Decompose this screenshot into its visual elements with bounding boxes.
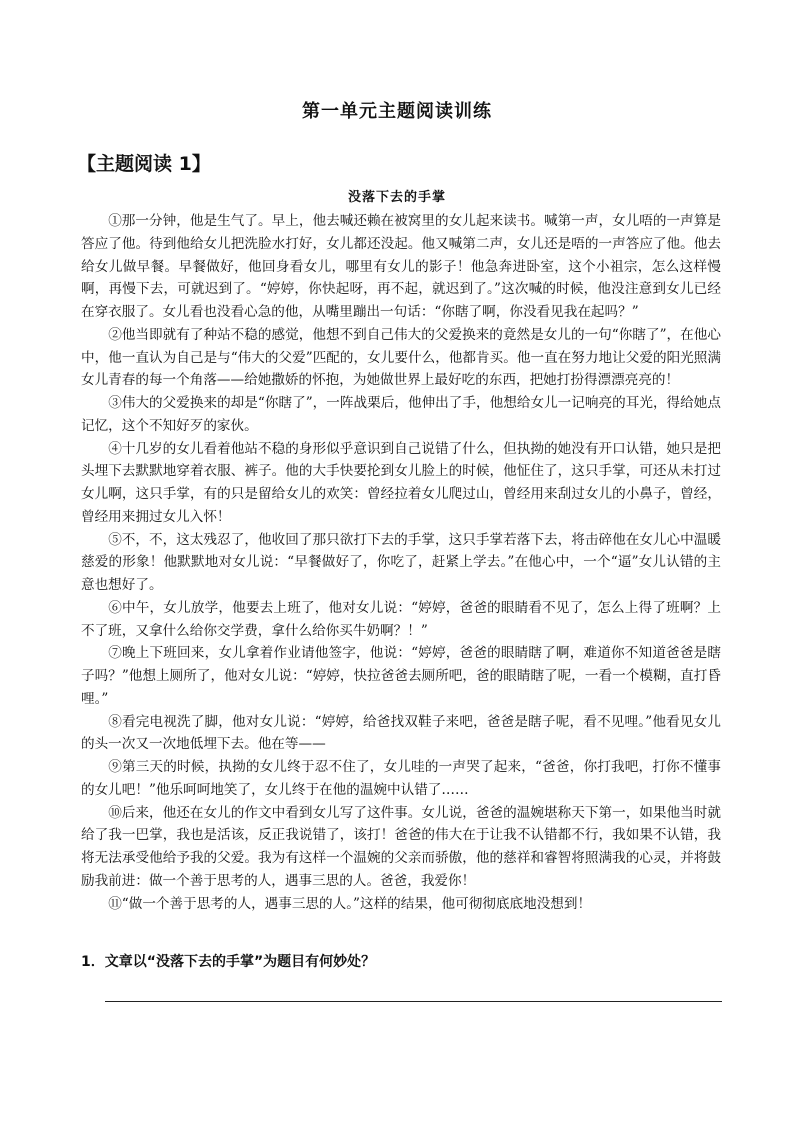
- article-body: [81, 210, 721, 915]
- paragraph: ④十几岁的女儿看着他站不稳的身形似乎意识到自己说错了什么，但执拗的她没有开口认错，她只是把头埋下去默默地穿着衣服、裤子。他的大手快要抡到女儿脸上的时候，他怔住了，这只手掌，可还从未打过女儿啊，这只手掌，有的只是留给女儿的欢笑：曾经拉着女儿爬过山，曾经用来刮过女儿的小鼻子，曾经，曾经用来拥过女儿入怀！: [81, 440, 721, 525]
- document-title: 第一单元主题阅读训练: [302, 101, 492, 122]
- paragraph: ⑨第三天的时候，执拗的女儿终于忍不住了，女儿哇的一声哭了起来，“爸爸，你打我吧，打你不懂事的女儿吧！”他乐呵呵地笑了，女儿终于在他的温婉中认错了……: [81, 759, 721, 798]
- paragraph: ②他当即就有了种站不稳的感觉，他想不到自己伟大的父爱换来的竟然是女儿的一句“你瞎了”，在他心中，他一直认为自己是与“伟大的父爱”匹配的，女儿要什么，他都肯买。他一直在努力地让父爱的阳光照满女儿青春的每一个角落——给她撒娇的怀抱，为她做世界上最好吃的东西，把她打扮得漂漂亮亮的！: [81, 326, 721, 389]
- paragraph: ⑪“做一个善于思考的人，遇事三思的人。”这样的结果，他可彻彻底底地没想到！: [108, 895, 592, 912]
- paragraph: ⑦晚上下班回来，女儿拿着作业请他签字，他说：“婷婷，爸爸的眼睛瞎了啊，难道你不知道爸爸是瞎子吗？”他想上厕所了，他对女儿说：“婷婷，快拉爸爸去厕所吧，爸的眼睛瞎了呢，一看一个模糊，直打昏哩。”: [81, 645, 721, 707]
- question-1: 1．文章以“没落下去的手掌”为题目有何妙处？: [81, 954, 376, 970]
- paragraph: ⑥中午，女儿放学，他要去上班了，他对女儿说：“婷婷，爸爸的眼睛看不见了，怎么上得了班啊？上不了班，又拿什么给你交学费，拿什么给你买牛奶啊？！”: [81, 599, 721, 639]
- paragraph: ⑧看完电视洗了脚，他对女儿说：“婷婷，给爸找双鞋子来吧，爸爸是瞎子呢，看不见哩。”他看见女儿的头一次又一次地低埋下去。他在等——: [81, 713, 721, 753]
- article-title: 没落下去的手掌: [347, 190, 446, 205]
- paragraph: ⑩后来，他还在女儿的作文中看到女儿写了这件事。女儿说，爸爸的温婉堪称天下第一，如果他当时就给了我一巴掌，我也是活该，反正我说错了，该打！爸爸的伟大在于让我不认错都不行，我如果不认错，我将无法承受他给予我的父爱。我为有这样一个温婉的父亲而骄傲，他的慈祥和睿智将照满我的心灵，并将鼓励我前进：做一个善于思考的人，遇事三思的人。爸爸，我爱你！: [81, 804, 721, 889]
- paragraph: ③伟大的父爱换来的却是“你瞎了”，一阵战栗后，他伸出了手，他想给女儿一记响亮的耳光，得给她点记忆，这个不知好歹的家伙。: [81, 395, 721, 434]
- section-heading: 【主题阅读 1】: [77, 153, 211, 175]
- answer-line[interactable]: [105, 1001, 722, 1002]
- paragraph: ①那一分钟，他是生气了。早上，他去喊还赖在被窝里的女儿起来读书。喊第一声，女儿唔的一声算是答应了他。待到他给女儿把洗脸水打好，女儿都还没起。他又喊第二声，女儿还是唔的一声答应了他。他去给女儿做早餐。早餐做好，他回身看女儿，哪里有女儿的影子！他急奔进卧室，这个小祖宗，怎么这样慢啊，再慢下去，可就迟到了。“婷婷，你快起呀，再不起，就迟到了。”这次喊的时候，他没注意到女儿已经在穿衣服了。女儿看也没看心急的他，从嘴里蹦出一句话：“你瞎了啊，你没看见我在起吗？”: [81, 213, 721, 320]
- paragraph: ⑤不，不，这太残忍了，他收回了那只欲打下去的手掌，这只手掌若落下去，将击碎他在女儿心中温暖慈爱的形象！他默默地对女儿说：“早餐做好了，你吃了，赶紧上学去。”在他心中，一个“逼”女儿认错的主意也想好了。: [81, 531, 721, 593]
